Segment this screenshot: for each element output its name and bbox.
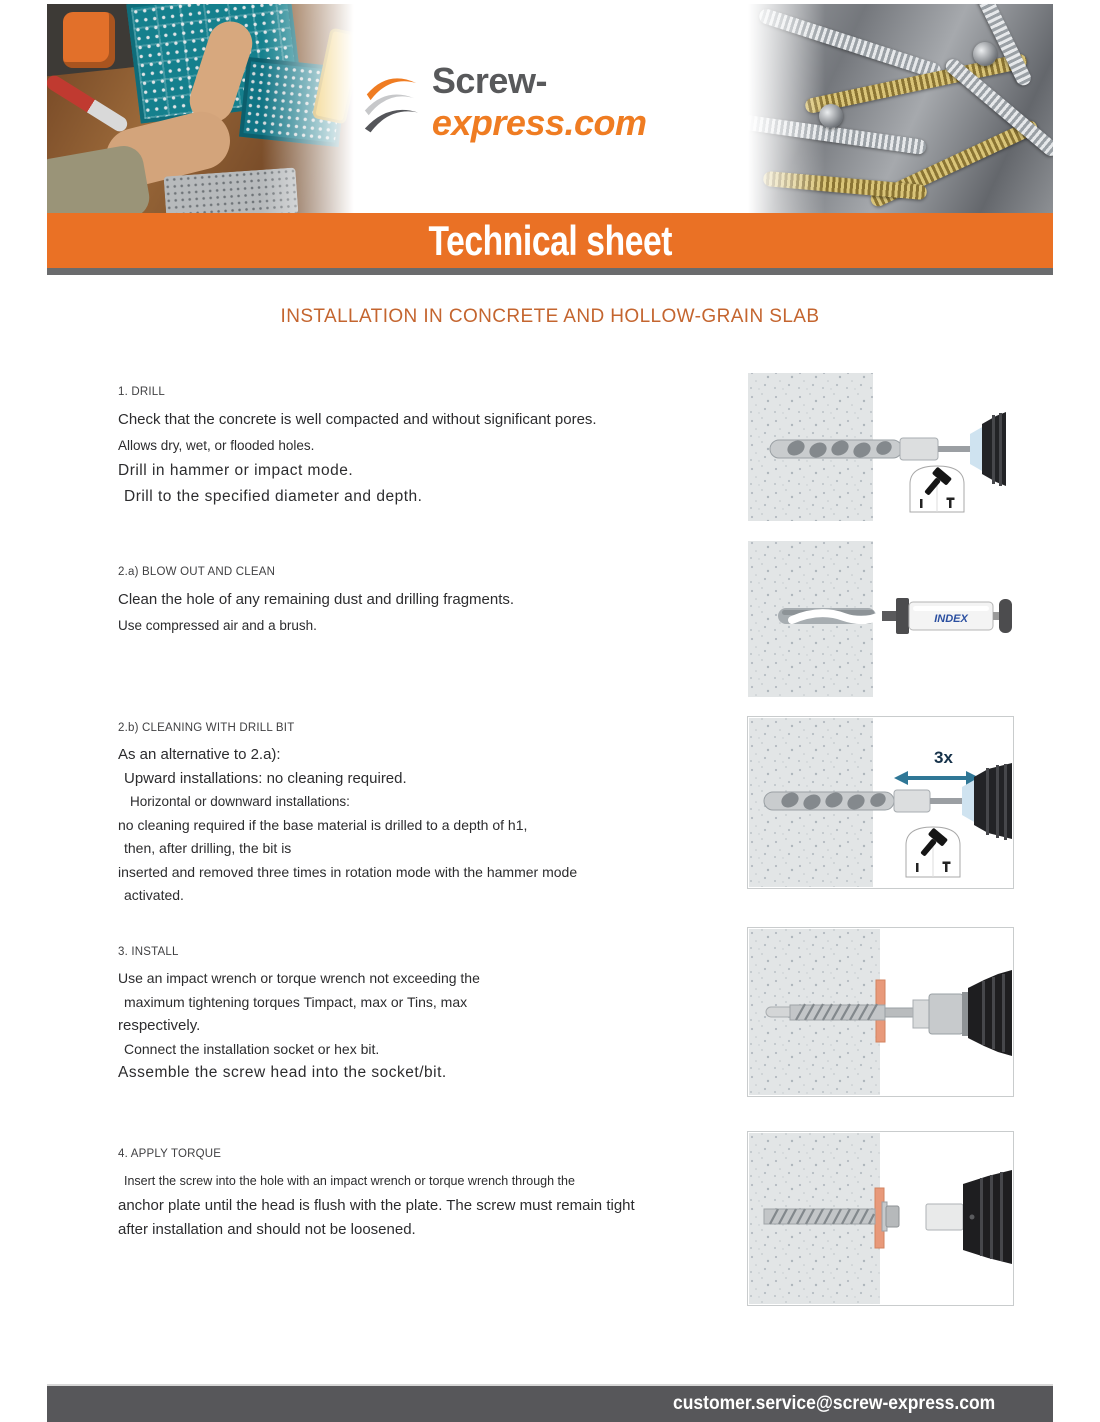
header-hero bbox=[47, 4, 1053, 213]
screw-tray-shape bbox=[164, 167, 299, 213]
section-line: Check that the concrete is well compacted and without significant pores. bbox=[118, 411, 597, 428]
drill-chuck bbox=[962, 970, 1012, 1056]
section-line: Drill in hammer or impact mode. bbox=[118, 462, 354, 479]
section-line: after installation and should not be loosened. bbox=[118, 1221, 416, 1238]
section-line: Upward installations: no cleaning required. bbox=[124, 769, 407, 787]
detached-socket bbox=[926, 1204, 963, 1230]
banner-shadow-strip bbox=[47, 268, 1053, 275]
screw-shape bbox=[868, 118, 1039, 209]
section-line: Horizontal or downward installations: bbox=[130, 794, 350, 809]
screw-head-shape bbox=[973, 42, 997, 66]
title-banner bbox=[47, 213, 1053, 268]
screwdriver-shape bbox=[47, 73, 130, 134]
screw-head-shape bbox=[819, 104, 843, 128]
tape-measure-shape bbox=[63, 12, 115, 68]
customer-service-email: customer.service@screw-express.com bbox=[672, 1393, 995, 1414]
hand-shape bbox=[184, 16, 258, 129]
section-line: Use an impact wrench or torque wrench not exceeding the bbox=[118, 970, 480, 986]
screw-shape bbox=[943, 56, 1053, 159]
drill-chuck bbox=[974, 763, 1012, 840]
pegboard-shape bbox=[47, 4, 135, 77]
chuck-highlight bbox=[970, 426, 984, 472]
screw-pile-photo bbox=[745, 4, 1053, 213]
screw-shape bbox=[763, 171, 928, 200]
logo-swoosh-icon bbox=[363, 70, 422, 134]
illustration-drill-three-times bbox=[748, 717, 1013, 888]
arm-shape bbox=[100, 106, 236, 193]
chuck-highlight bbox=[962, 779, 976, 823]
banner-title: Technical sheet bbox=[428, 216, 672, 264]
pump-brand-label: INDEX bbox=[934, 613, 968, 625]
section-line: Use compressed air and a brush. bbox=[118, 617, 317, 633]
section-line: anchor plate until the head is flush with the plate. The screw must remain tight bbox=[118, 1196, 635, 1214]
footer-bar bbox=[47, 1384, 1053, 1422]
section-line: respectively. bbox=[118, 1017, 201, 1034]
logo-text-secondary: express.com bbox=[431, 101, 647, 143]
section-line: inserted and removed three times in rotation mode with the hammer mode bbox=[118, 863, 578, 880]
repeat-count-label: 3x bbox=[934, 748, 953, 767]
sleeve-shape bbox=[47, 143, 152, 213]
section-line: Drill to the specified diameter and depth. bbox=[124, 487, 423, 505]
section-apply-torque bbox=[118, 1148, 728, 1243]
screw-organizer-box-small bbox=[239, 57, 347, 147]
drill-tool-shape bbox=[312, 27, 363, 124]
section-line: Allows dry, wet, or flooded holes. bbox=[118, 437, 315, 453]
section-line: activated. bbox=[124, 887, 184, 903]
hammer-mode-icon bbox=[906, 827, 960, 877]
section-blow-out bbox=[118, 566, 728, 638]
illustration-blow-out-pump bbox=[748, 538, 1013, 700]
screw-shape bbox=[804, 53, 1028, 115]
blow-out-pump bbox=[882, 598, 1012, 634]
illustration-drill-in-concrete bbox=[748, 368, 1013, 525]
brand-logo bbox=[363, 60, 745, 144]
section-install bbox=[118, 946, 728, 1085]
illustration-install-screw bbox=[748, 928, 1013, 1096]
double-arrow bbox=[894, 771, 980, 785]
drill-bit bbox=[770, 438, 972, 461]
section-line: Insert the screw into the hole with an impact wrench or torque wrench through the bbox=[124, 1174, 575, 1188]
section-line: As an alternative to 2.a): bbox=[118, 746, 281, 763]
section-cleaning-drill-bit bbox=[118, 722, 728, 908]
screw-shape bbox=[745, 112, 927, 155]
drill-chuck bbox=[982, 412, 1006, 486]
screw-organizer-box bbox=[126, 4, 303, 124]
section-line: Connect the installation socket or hex bit. bbox=[124, 1040, 380, 1057]
drill-bit bbox=[764, 790, 964, 813]
screw-shape bbox=[757, 7, 942, 80]
screw-shape bbox=[951, 4, 1034, 88]
section-line: Assemble the screw head into the socket/bit. bbox=[118, 1064, 447, 1081]
logo-text-primary: Screw- bbox=[431, 59, 547, 101]
section-heading: 3. INSTALL bbox=[118, 946, 179, 958]
section-heading: 2.a) BLOW OUT AND CLEAN bbox=[118, 566, 276, 578]
section-line: no cleaning required if the base material is drilled to a depth of h1, bbox=[118, 816, 528, 833]
page-title: INSTALLATION IN CONCRETE AND HOLLOW-GRAIN SLAB bbox=[280, 306, 820, 327]
section-heading: 4. APPLY TORQUE bbox=[118, 1148, 222, 1160]
section-line: Clean the hole of any remaining dust and drilling fragments. bbox=[118, 591, 515, 608]
workbench-photo bbox=[47, 4, 363, 213]
section-heading: 2.b) CLEANING WITH DRILL BIT bbox=[118, 722, 295, 734]
installation-socket bbox=[913, 994, 963, 1034]
logo-area bbox=[363, 4, 745, 213]
section-drill bbox=[118, 386, 728, 509]
section-line: then, after drilling, the bit is bbox=[124, 840, 292, 856]
drill-chuck bbox=[963, 1170, 1012, 1264]
hammer-mode-icon bbox=[910, 466, 964, 512]
illustration-screw-flush bbox=[748, 1132, 1013, 1305]
logo-text bbox=[432, 60, 745, 144]
section-heading: 1. DRILL bbox=[118, 386, 165, 398]
section-line: maximum tightening torques Timpact, max or Tins, max bbox=[124, 993, 468, 1010]
